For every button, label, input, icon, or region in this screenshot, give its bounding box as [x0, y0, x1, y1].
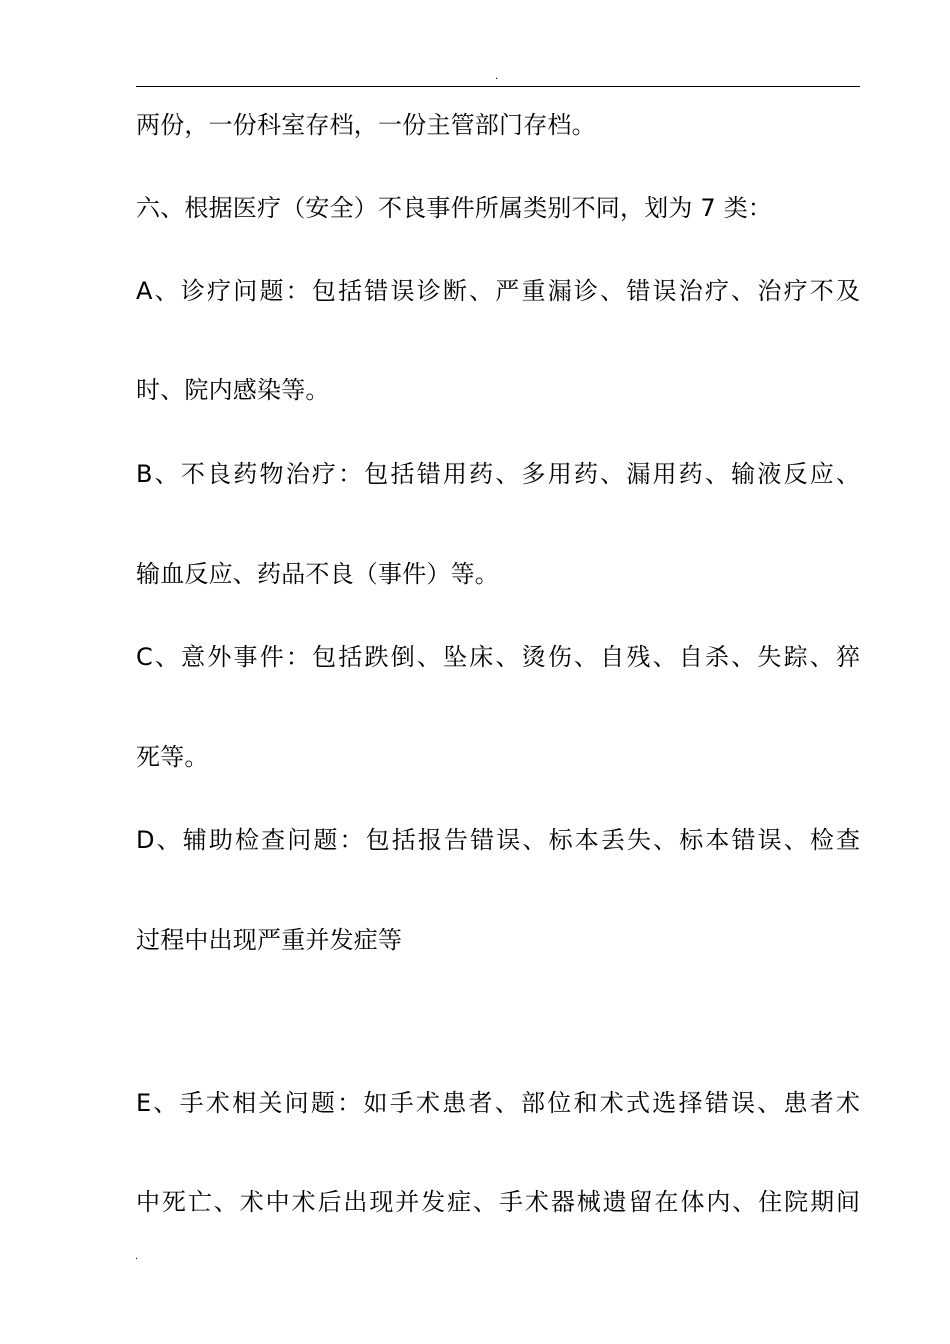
- category-d-line-1: D、辅助检查问题：包括报告错误、标本丢失、标本错误、检查: [136, 826, 860, 854]
- category-a-line-1: A、诊疗问题：包括错误诊断、严重漏诊、错误治疗、治疗不及: [136, 277, 860, 305]
- text-line-1: 两份，一份科室存档，一份主管部门存档。: [136, 111, 596, 139]
- category-c-line-2: 死等。: [136, 743, 209, 771]
- category-e-line-1: E、手术相关问题：如手术患者、部位和术式选择错误、患者术: [136, 1089, 860, 1117]
- category-c-line-1: C、意外事件：包括跌倒、坠床、烫伤、自残、自杀、失踪、猝: [136, 643, 860, 671]
- header-rule: [136, 86, 860, 87]
- category-b-line-2: 输血反应、药品不良（事件）等。: [136, 560, 499, 588]
- category-e-line-2: 中死亡、术中术后出现并发症、手术器械遗留在体内、住院期间: [136, 1188, 860, 1216]
- header-mark: .: [495, 71, 499, 82]
- footer-mark: .: [135, 1251, 139, 1262]
- section-six-heading: 六、根据医疗（安全）不良事件所属类别不同，划为 7 类：: [136, 194, 773, 222]
- category-d-line-2: 过程中出现严重并发症等: [136, 926, 403, 954]
- category-b-line-1: B、不良药物治疗：包括错用药、多用药、漏用药、输液反应、: [136, 460, 860, 488]
- category-a-line-2: 时、院内感染等。: [136, 376, 330, 404]
